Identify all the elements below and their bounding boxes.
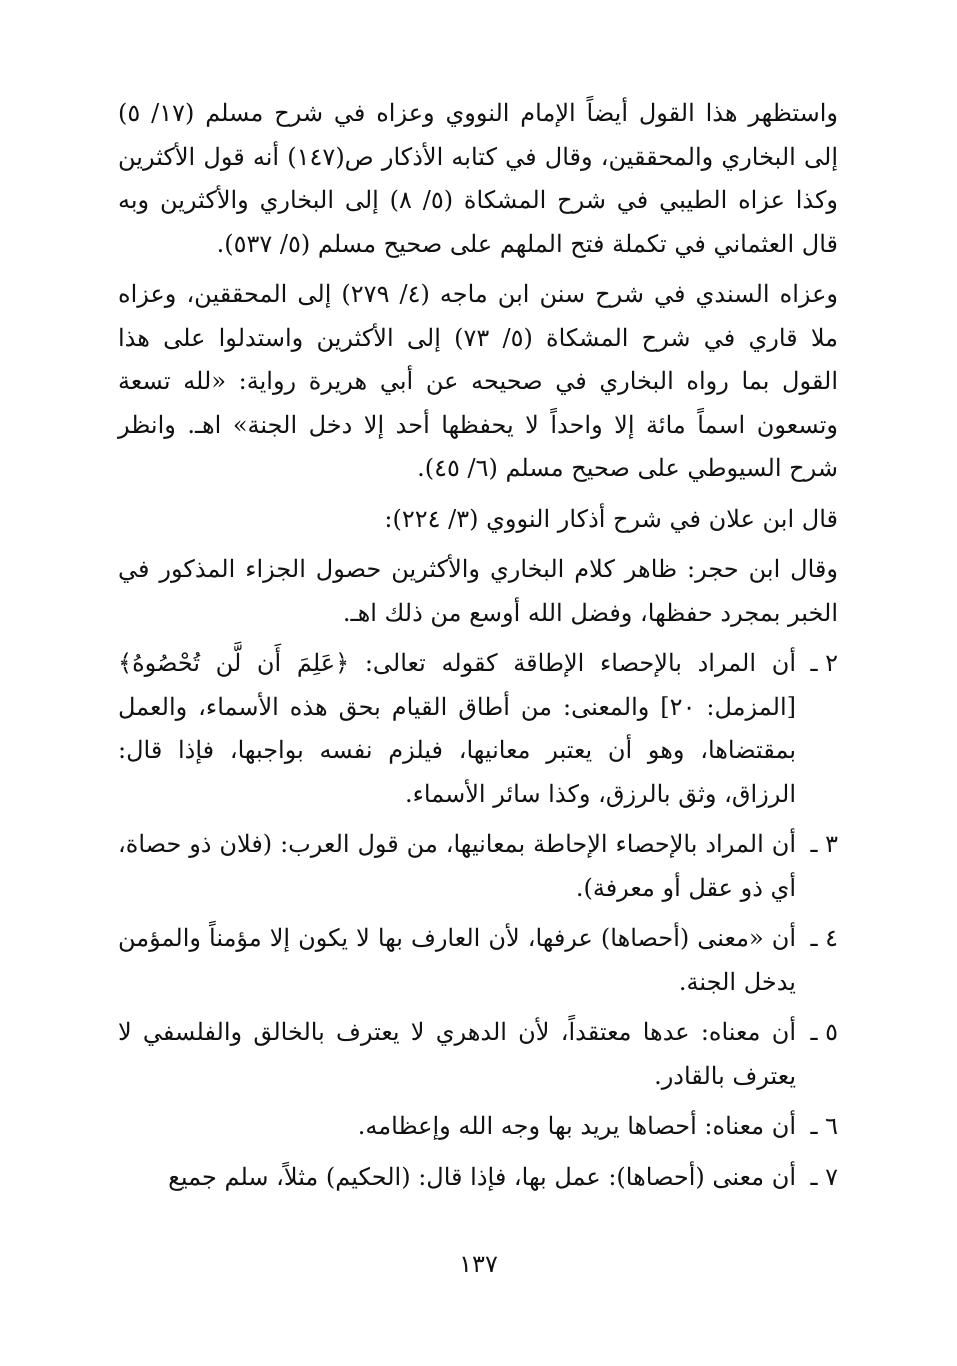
list-item-6 <box>118 1105 838 1149</box>
item-number: ٧ ـ <box>810 1162 838 1191</box>
list-item-3 <box>118 823 838 910</box>
item-number: ٥ ـ <box>810 1018 838 1046</box>
item-text: أن معناه: عدها معتقداً، لأن الدهري لا يعترف بالخالق والفلسفي لا يعترف بالقادر. <box>118 1018 796 1090</box>
item-number: ٦ ـ <box>810 1112 838 1140</box>
item-text: أن معنى (أحصاها): عمل بها، فإذا قال: (الحكيم) مثلاً، سلم جميع <box>168 1162 796 1191</box>
item-number: ٢ ـ <box>810 649 838 677</box>
item-number: ٣ ـ <box>810 830 838 858</box>
item-number: ٤ ـ <box>810 924 838 952</box>
page-body <box>118 92 838 1206</box>
paragraph-sindi: وعزاه السندي في شرح سنن ابن ماجه (٤/ ٢٧٩) إلى المحققين، وعزاه ملا قاري في شرح المشكاة (٥/ ٧٣) إلى الأكثرين واستدلوا على هذا القول بما رواه البخاري في صحيحه عن أبي هريرة رواية: «لله تسعة وتسعون اسماً مائة إلا واحداً لا يحفظها أحد إلا دخل الجنة» اهـ. وانظر شرح السيوطي على صحيح مسلم (٦/ ٤٥). <box>118 280 839 482</box>
page-number: ١٣٧ <box>459 1250 498 1278</box>
list-item-7 <box>118 1156 838 1200</box>
paragraph-ibn-allan: قال ابن علان في شرح أذكار النووي (٣/ ٢٢٤): <box>384 504 838 533</box>
list-item-5 <box>118 1011 838 1098</box>
paragraph-nawawi: واستظهر هذا القول أيضاً الإمام النووي وعزاه في شرح مسلم (١٧/ ٥) إلى البخاري والمحققين، وقال في كتابه الأذكار ص(١٤٧) أنه قول الأكثرين وكذا عزاه الطيبي في شرح المشكاة (٥/ ٨) إلى البخاري والأكثرين وبه قال العثماني في تكملة فتح الملهم على صحيح مسلم (٥/ ٥٣٧). <box>118 99 838 258</box>
item-text: أن معناه: أحصاها يريد بها وجه الله وإعظامه. <box>357 1112 796 1140</box>
item-text: أن المراد بالإحصاء الإحاطة بمعانيها، من قول العرب: (فلان ذو حصاة، أي ذو عقل أو معرفة). <box>118 830 796 902</box>
item-text: أن «معنى (أحصاها) عرفها، لأن العارف بها لا يكون إلا مؤمناً والمؤمن يدخل الجنة. <box>118 924 796 996</box>
list-item-4 <box>118 917 838 1004</box>
list-item-2 <box>118 642 838 816</box>
paragraph-ibn-hajar: وقال ابن حجر: ظاهر كلام البخاري والأكثرين حصول الجزاء المذكور في الخبر بمجرد حفظها، وفضل الله أوسع من ذلك اهـ. <box>118 555 838 627</box>
item-text: أن المراد بالإحصاء الإطاقة كقوله تعالى: ﴿عَلِمَ أَن لَّن تُحْصُوهُ﴾ [المزمل: ٢٠] والمعنى: من أطاق القيام بحق هذه الأسماء، والعمل بمقتضاها، وهو أن يعتبر معانيها، فيلزم نفسه بواجبها، فإذا قال: الرزاق، وثق بالرزق، وكذا سائر الأسماء. <box>118 649 796 808</box>
